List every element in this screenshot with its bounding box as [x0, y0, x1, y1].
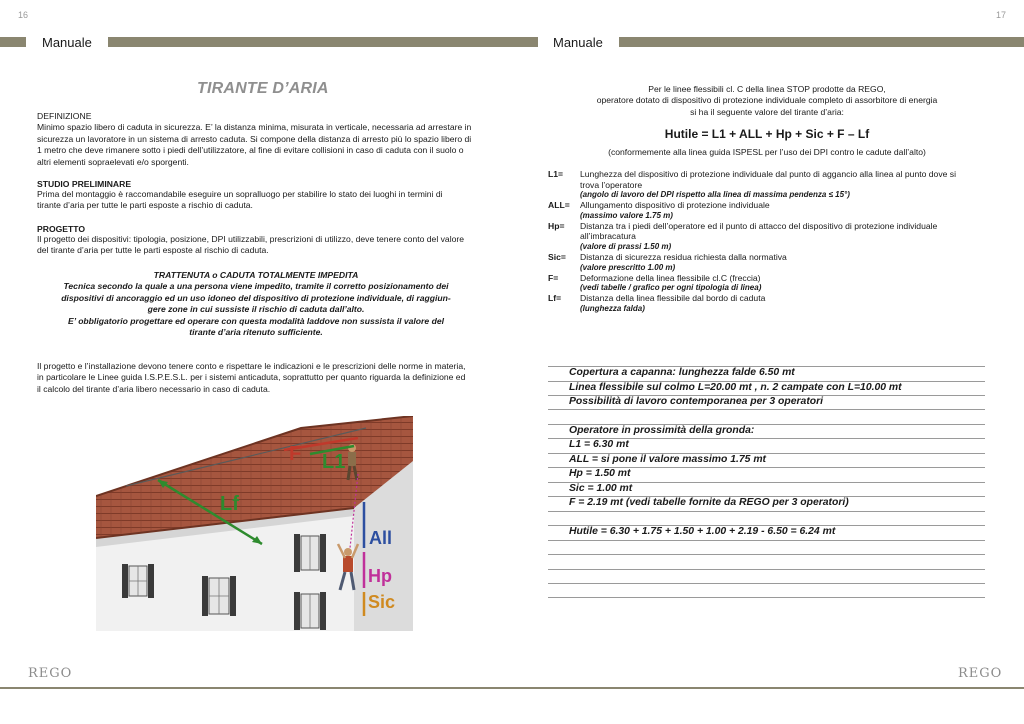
trattenuta-heading: TRATTENUTA o CADUTA TOTALMENTE IMPEDITA — [153, 270, 359, 280]
definition-label: Hp= — [548, 220, 565, 231]
definition-desc: Allungamento dispositivo di protezione individuale — [580, 200, 770, 211]
intro-line: operatore dotato di dispositivo di protezione individuale completo di assorbitore di energia — [596, 95, 938, 106]
definition-note: (vedi tabelle / grafico per ogni tipologia di linea) — [580, 283, 762, 293]
definizione-line: sicurezza un lavoratore in un sistema di arresto caduta. Si compone della distanza di arresto più lo spazio libero di — [37, 133, 472, 144]
ruled-line — [548, 597, 985, 598]
trattenuta-line: tirante d’aria ritenuto sufficiente. — [189, 327, 323, 338]
ruled-line — [548, 583, 985, 584]
definition-desc: trova l’operatore — [580, 179, 643, 190]
header-bar-right — [619, 37, 1024, 47]
header-bar-right-stub — [512, 37, 538, 47]
closing-line: in particolare le Linee guida I.S.P.E.S.L. per i sistemi anticaduta, soprattutto per quanto riguarda la definizione ed — [37, 372, 466, 383]
intro-block — [548, 84, 986, 118]
definizione-line: 1 metro che deve rimanere sotto i piedi dell’utilizzatore, al fine di evitare collisioni in caso di caduta con il suolo o — [37, 145, 464, 156]
definition-item-f — [548, 273, 988, 294]
definition-note: (lunghezza falda) — [580, 303, 645, 313]
definizione-heading: DEFINIZIONE — [37, 111, 92, 121]
studio-section — [37, 179, 475, 212]
roof-fall-illustration — [96, 416, 413, 631]
page-number-left: 16 — [18, 10, 29, 20]
definition-desc: Lunghezza del dispositivo di protezione individuale dal punto di aggancio alla linea al punto dove si — [580, 169, 957, 179]
calc-line: L1 = 6.30 mt — [569, 439, 629, 450]
closing-section — [37, 361, 475, 395]
label-all: All — [369, 528, 393, 548]
header-bar-left-stub — [0, 37, 26, 47]
rego-logo-right: REGO — [958, 666, 1003, 681]
definition-note: (angolo di lavoro del DPI rispetto alla linea di massima pendenza ≤ 15°) — [580, 190, 850, 200]
definition-note: (massimo valore 1.75 m) — [580, 210, 673, 220]
definition-desc: Distanza tra i piedi dell’operatore ed il punto di attacco del dispositivo di protezione individuale — [580, 220, 938, 231]
definition-item-lf — [548, 293, 988, 314]
definition-item-all — [548, 200, 988, 221]
definition-desc: Distanza della linea flessibile dal bordo di caduta — [580, 293, 766, 304]
calc-line: Hp = 1.50 mt — [569, 468, 631, 479]
definition-label: F= — [548, 272, 559, 283]
ruled-line — [548, 540, 985, 541]
definition-desc: Distanza di sicurezza residua richiesta dalla normativa — [580, 251, 787, 262]
hutile-formula: Hutile = L1 + ALL + Hp + Sic + F – Lf — [664, 127, 870, 141]
label-sic: Sic — [368, 592, 396, 612]
intro-line: Per le linee flessibili cl. C della linea STOP prodotte da REGO, — [648, 84, 886, 94]
definition-label: ALL= — [548, 200, 570, 211]
page-number-right: 17 — [996, 10, 1007, 20]
progetto-section — [37, 224, 475, 257]
calc-line: F = 2.19 mt (vedi tabelle fornite da REGO per 3 operatori) — [569, 497, 849, 508]
label-l1: L1 — [322, 451, 346, 473]
definition-note: (valore prescritto 1.00 m) — [580, 262, 676, 272]
rego-logo-left: REGO — [28, 666, 73, 681]
definition-note: (valore di prassi 1.50 m) — [580, 241, 672, 251]
progetto-line: del tirante d’aria per tutte le parti esposte al rischio di caduta. — [37, 245, 269, 256]
label-f: F — [289, 443, 302, 465]
page-title: TIRANTE D’ARIA — [197, 80, 329, 97]
definition-label: Sic= — [548, 251, 566, 262]
definizione-line: altri elementi sopraelevati e/o sporgenti. — [37, 156, 189, 167]
closing-line: Il progetto e l’installazione devono tenere conto e rispettare le indicazioni e le prescrizioni delle norme in materia, — [37, 361, 466, 371]
trattenuta-line: E’ obbligatorio progettare ed operare con questa modalità laddove non sussista il valore del — [68, 315, 444, 326]
roof-illustration-svg — [96, 416, 413, 631]
definition-desc: Deformazione della linea flessibile cl.C (freccia) — [580, 272, 761, 283]
definizione-line: Minimo spazio libero di caduta in sicurezza. E’ la distanza minima, misurata in verticale, necessaria ad arrestare in — [37, 122, 472, 133]
closing-line: il calcolo del tirante d’aria libero necessario in caso di caduta. — [37, 383, 271, 394]
progetto-line: Il progetto dei dispositivi: tipologia, posizione, DPI utilizzabili, prescrizioni di utilizzo, deve tenere conto del valore — [37, 234, 465, 244]
ruled-line — [548, 554, 985, 555]
definition-label: L1= — [548, 169, 564, 179]
definition-item-sic — [548, 252, 988, 273]
ruled-line — [548, 511, 985, 512]
progetto-heading: PROGETTO — [37, 224, 86, 234]
definition-item-l1 — [548, 169, 988, 200]
header-label-left: Manuale — [42, 35, 92, 50]
label-hp: Hp — [368, 566, 392, 586]
trattenuta-line: gere zone in cui sussiste il rischio di caduta dall’alto. — [147, 304, 365, 315]
ruled-line — [548, 569, 985, 570]
definizione-section — [37, 111, 475, 168]
calc-line: Sic = 1.00 mt — [569, 483, 633, 494]
trattenuta-line: Tecnica secondo la quale a una persona viene impedito, tramite il corretto posizionamento dei — [63, 281, 449, 292]
label-lf: Lf — [220, 493, 239, 515]
definitions-list — [548, 169, 988, 314]
trattenuta-section — [37, 270, 475, 338]
footer-line-right — [512, 687, 1024, 689]
studio-heading: STUDIO PRELIMINARE — [37, 179, 132, 189]
calc-line: Linea flessibile sul colmo L=20.00 mt , n. 2 campate con L=10.00 mt — [569, 382, 902, 393]
ruled-line — [548, 409, 985, 410]
definition-item-hp — [548, 221, 988, 252]
intro-line: si ha il seguente valore del tirante d’aria: — [690, 106, 844, 117]
trattenuta-line: dispositivi di ancoraggio ed un uso idoneo del dispositivo di protezione individuale, di raggiun- — [61, 292, 451, 303]
footer-line-left — [0, 687, 512, 689]
formula-note: (conformemente alla linea guida ISPESL per l’uso dei DPI contro le cadute dall’alto) — [608, 147, 926, 157]
header-label-right: Manuale — [553, 35, 603, 50]
studio-line: tirante d’aria per tutte le parti esposte a rischio di caduta. — [37, 200, 253, 211]
calc-line: Operatore in prossimità della gronda: — [569, 425, 755, 436]
header-bar-left — [108, 37, 514, 47]
calc-line: Copertura a capanna: lunghezza falde 6.50 mt — [569, 367, 795, 378]
calc-line: ALL = si pone il valore massimo 1.75 mt — [569, 454, 767, 465]
definition-desc: all’imbracatura — [580, 231, 636, 242]
definition-label: Lf= — [548, 293, 562, 304]
studio-line: Prima del montaggio è raccomandabile eseguire un sopralluogo per stabilire lo stato dei luoghi in termini di — [37, 189, 443, 199]
calc-line: Possibilità di lavoro contemporanea per 3 operatori — [569, 396, 824, 407]
calc-result: Hutile = 6.30 + 1.75 + 1.50 + 1.00 + 2.19 - 6.50 = 6.24 mt — [569, 526, 836, 537]
